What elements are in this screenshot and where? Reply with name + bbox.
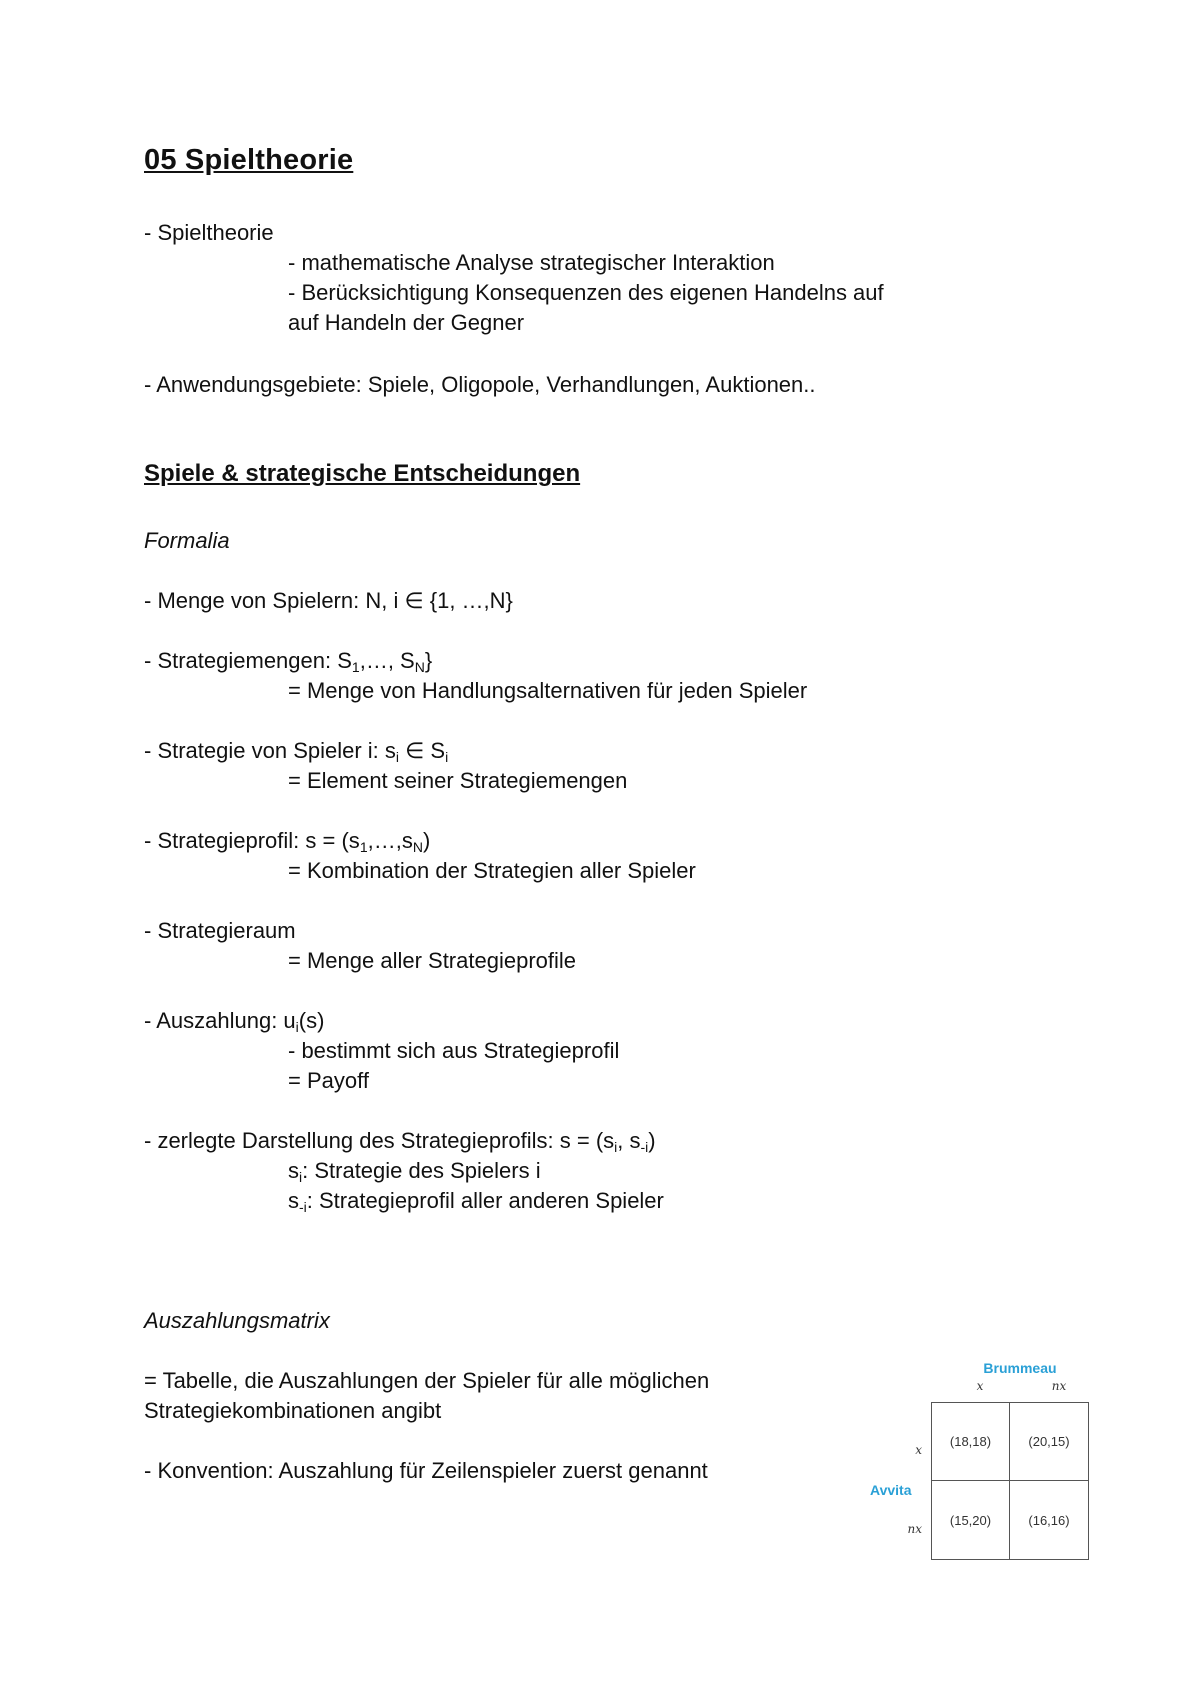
intro-subitem-beruecksichtigung: - Berücksichtigung Konsequenzen des eigenen Handelns auf <box>288 280 884 305</box>
def-strategieprofil: = Kombination der Strategien aller Spieler <box>288 858 696 883</box>
page-title: 05 Spieltheorie <box>144 144 354 176</box>
item-strategieraum: - Strategieraum <box>144 918 296 943</box>
matrix-grid <box>931 1402 1089 1560</box>
def-auszahlungsmatrix-line1: = Tabelle, die Auszahlungen der Spieler für alle möglichen <box>144 1368 710 1393</box>
item-strategiemengen: - Strategiemengen: $S_1,\dots$, $S_N$} <box>144 648 433 675</box>
def-strategiemengen: = Menge von Handlungsalternativen für jeden Spieler <box>288 678 808 703</box>
intro-subitem-continuation: auf Handeln der Gegner <box>288 310 525 335</box>
payoff-matrix <box>860 1360 1100 1580</box>
def-zerlegt-si: $s_i$: Strategie des Spielers i <box>288 1158 541 1185</box>
row-label-x: x <box>915 1443 922 1457</box>
intro-item-anwendungsgebiete: - Anwendungsgebiete: Spiele, Oligopole, Verhandlungen, Auktionen.. <box>144 372 816 397</box>
matrix-cell: (15,20) <box>932 1481 1010 1559</box>
item-auszahlung: - Auszahlung: $u_i(s)$ <box>144 1008 325 1035</box>
matrix-cell: (18,18) <box>932 1403 1010 1481</box>
item-strategie: - Strategie von Spieler i: $s_i$ ∈ $S_i$ <box>144 738 449 765</box>
column-label-nx: nx <box>1051 1379 1067 1393</box>
item-konvention: - Konvention: Auszahlung für Zeilenspieler zuerst genannt <box>144 1458 708 1483</box>
def-strategie: = Element seiner Strategiemengen <box>288 768 628 793</box>
matrix-cell: (20,15) <box>1010 1403 1088 1481</box>
item-strategieprofil: - Strategieprofil: $s = (s_1,\dots,s_N)$ <box>144 828 431 855</box>
row-label-nx: nx <box>907 1522 922 1536</box>
intro-item-spieltheorie: - Spieltheorie <box>144 220 274 245</box>
column-label-x: x <box>976 1379 984 1393</box>
def-auszahlungsmatrix-line2: Strategiekombinationen angibt <box>144 1398 442 1423</box>
intro-subitem-analyse: - mathematische Analyse strategischer Interaktion <box>288 250 775 275</box>
item-spielermenge: - Menge von Spielern: N, i ∈ {1, …,N} <box>144 588 513 613</box>
column-player-label: Brummeau <box>983 1360 1057 1376</box>
subheading-formalia: Formalia <box>144 528 230 553</box>
def-zerlegt-s-minus-i: $s_{-i}$: Strategieprofil aller anderen Spieler <box>288 1188 664 1215</box>
subheading-auszahlungsmatrix: Auszahlungsmatrix <box>144 1308 330 1333</box>
item-zerlegte-darstellung: - zerlegte Darstellung des Strategieprofils: $s = (s_i$, $s_{-i}$) <box>144 1128 656 1155</box>
matrix-cell: (16,16) <box>1028 1512 1070 1528</box>
row-player-label: Avvita <box>870 1482 912 1498</box>
def-auszahlung-2: = Payoff <box>288 1068 369 1093</box>
section-heading-spiele: Spiele & strategische Entscheidungen <box>144 460 581 487</box>
def-auszahlung-1: - bestimmt sich aus Strategieprofil <box>288 1038 620 1063</box>
def-strategieraum: = Menge aller Strategieprofile <box>288 948 576 973</box>
